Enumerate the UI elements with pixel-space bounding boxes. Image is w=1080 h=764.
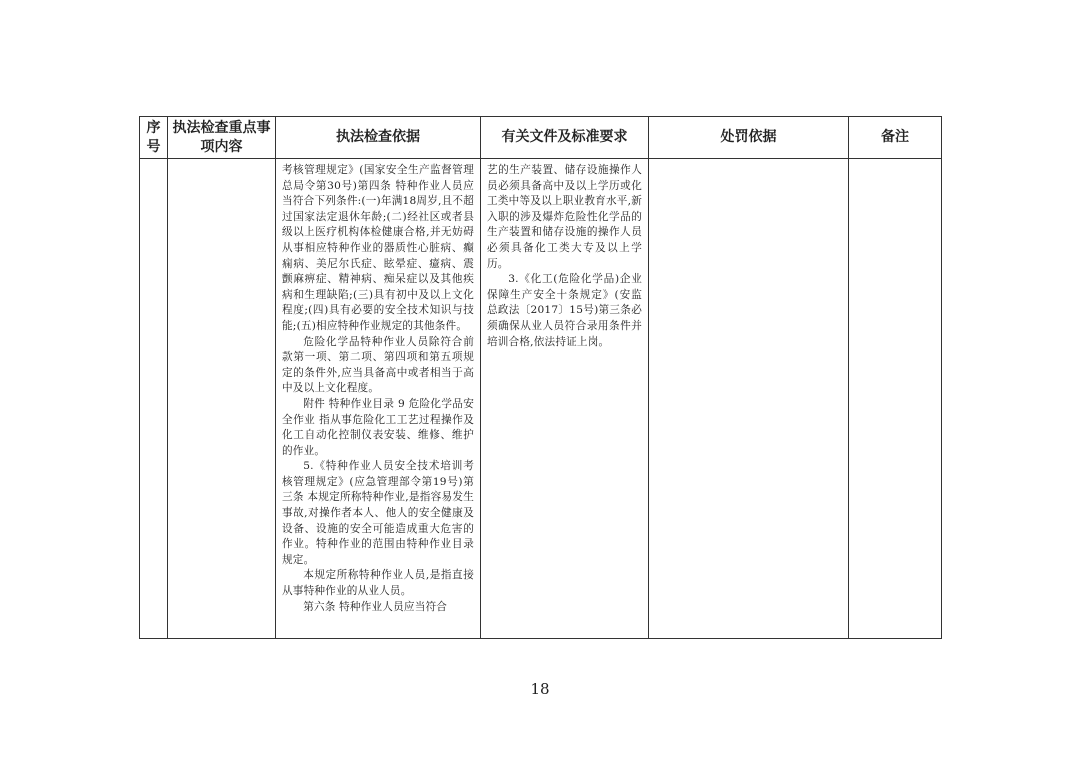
- header-requirements: 有关文件及标准要求: [481, 117, 649, 159]
- header-seq: 序号: [140, 117, 168, 159]
- basis-paragraph: 5.《特种作业人员安全技术培训考核管理规定》(应急管理部令第19号)第三条 本规定所称特种作业,是指容易发生事故,对操作者本人、他人的安全健康及设备、设施的安全可能造成重大危害的作业。特种作业的范围由特种作业目录规定。: [282, 460, 474, 566]
- table-row: [140, 159, 942, 639]
- regulation-table: [139, 116, 942, 639]
- focus-cell: [168, 159, 276, 639]
- seq-cell: [140, 159, 168, 639]
- basis-paragraph: 危险化学品特种作业人员除符合前款第一项、第二项、第四项和第五项规定的条件外,应当具备高中或者相当于高中及以上文化程度。: [282, 335, 474, 395]
- header-penalty: 处罚依据: [649, 117, 849, 159]
- requirements-cell: [481, 159, 649, 639]
- header-focus: 执法检查重点事项内容: [168, 117, 276, 159]
- basis-paragraph: 第六条 特种作业人员应当符合: [303, 600, 448, 613]
- table-header-row: [140, 117, 942, 159]
- basis-cell: [276, 159, 481, 639]
- basis-paragraph: 附件 特种作业目录 9 危险化学品安全作业 指从事危险化工工艺过程操作及化工自动化控制仪表安装、维修、维护的作业。: [282, 397, 474, 457]
- basis-paragraph: 考核管理规定》(国家安全生产监督管理总局令第30号)第四条 特种作业人员应当符合下列条件:(一)年满18周岁,且不超过国家法定退休年龄;(二)经社区或者县级以上医疗机构体检健康合格,并无妨碍从事相应特种作业的器质性心脏病、癫痫病、美尼尔氏症、眩晕症、癔病、震颤麻痹症、精神病、痴呆症以及其他疾病和生理缺陷;(三)具有初中及以上文化程度;(四)具有必要的安全技术知识与技能;(五)相应特种作业规定的其他条件。: [282, 164, 474, 332]
- penalty-cell: [649, 159, 849, 639]
- header-remarks: 备注: [849, 117, 942, 159]
- requirements-paragraph: 3.《化工(危险化学品)企业保障生产安全十条规定》(安监总政法〔2017〕15号)第三条必须确保从业人员符合录用条件并培训合格,依法持证上岗。: [487, 273, 642, 348]
- remarks-cell: [849, 159, 942, 639]
- requirements-paragraph: 艺的生产装置、储存设施操作人员必须具备高中及以上学历或化工类中等及以上职业教育水平,新入职的涉及爆炸危险性化学品的生产装置和储存设施的操作人员必须具备化工类大专及以上学历。: [487, 164, 642, 270]
- basis-paragraph: 本规定所称特种作业人员,是指直接从事特种作业的从业人员。: [282, 569, 474, 598]
- page-number: 18: [530, 680, 550, 698]
- header-basis: 执法检查依据: [276, 117, 481, 159]
